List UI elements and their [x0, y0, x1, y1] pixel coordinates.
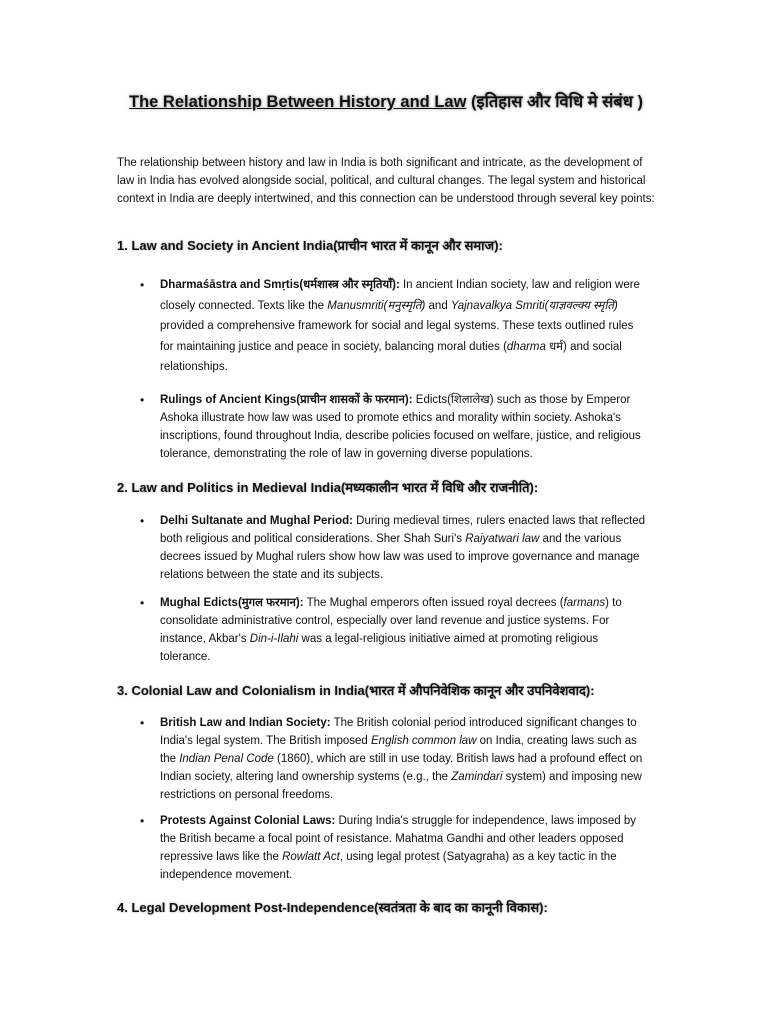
bullet-text: and [425, 299, 451, 312]
bullet-dot: • [140, 393, 145, 407]
bullet-italic: dharma [506, 340, 546, 353]
bullet-text: (1860), which are still in use today. British laws had a profound effect on Indian society, altering land ownership systems (e.g., the [160, 753, 643, 783]
bullet-text: The British colonial period introduced significant changes to India's legal system. The British imposed [160, 717, 637, 747]
bullet-dot: • [140, 278, 145, 292]
bullet-dot: • [140, 814, 145, 828]
bullet-text: ) to consolidate administrative control, especially over land revenue and justice systems. For instance, Akbar's [160, 597, 622, 645]
page-title [112, 90, 660, 114]
section-heading-4: 4. Legal Development Post-Independence(स्वतंत्रता के बाद का कानूनी विकास): [117, 900, 548, 915]
bullet-text: system) and imposing new restrictions on personal freedoms. [160, 771, 642, 801]
bullet-text: धर्म) and social relationships. [160, 340, 622, 373]
bullet-text: , using legal protest (Satyagraha) as a key tactic in the independence movement. [160, 851, 617, 881]
bullet-protests [140, 812, 650, 884]
bullet-term: Mughal Edicts(मुगल फरमान): [160, 597, 304, 609]
bullet-text: on India, creating laws such as the [160, 735, 637, 765]
bullet-text: The Mughal emperors often issued royal decrees ( [303, 597, 564, 609]
section-heading-3: 3. Colonial Law and Colonialism in India(भारत में औपनिवेशिक कानून और उपनिवेशवाद): [117, 683, 595, 698]
bullet-italic: English common law [371, 735, 477, 747]
bullet-british-law [140, 714, 650, 804]
intro-paragraph: The relationship between history and law in India is both significant and intricate, as the development of law in India has evolved alongside social, political, and cultural changes. The legal system and historical context in India are deeply intertwined, and this connection can be understood through several key points: [117, 157, 655, 205]
section-heading-1: 1. Law and Society in Ancient India(प्राचीन भारत में कानून और समाज): [117, 238, 503, 253]
title-main: The Relationship Between History and Law [129, 93, 467, 111]
bullet-italic: farmans [563, 597, 606, 609]
bullet-italic: Manusmriti(मनुस्मृति) [327, 299, 426, 312]
bullet-text: was a legal-religious initiative aimed at promoting religious tolerance. [160, 633, 599, 663]
bullet-italic: Yajnavalkya Smriti(याज्ञवल्क्य स्मृति) [450, 299, 618, 312]
bullet-text: In ancient Indian society, law and religion were closely connected. Texts like the [160, 279, 640, 312]
bullet-text: Edicts(शिलालेख) such as those by Emperor Ashoka illustrate how law was used to promote ethics and morality within society. Ashoka's inscriptions, found throughout India, describe policies focused on welfare, justice, and religious tolerance, demonstrating the role of law in governing diverse populations. [160, 394, 641, 460]
bullet-ancient-kings [140, 391, 650, 463]
bullet-text: During medieval times, rulers enacted laws that reflected both religious and political considerations. Sher Shah Suri's [160, 515, 646, 545]
bullet-text: During India's struggle for independence, laws imposed by the British became a focal point of resistance. Mahatma Gandhi and other leaders opposed repressive laws like the [160, 815, 637, 863]
title-hindi: (इतिहास और विधि मे संबंध ) [466, 93, 643, 111]
bullet-term: Dharmaśāstra and Smṛtis(धर्मशास्त्र और स्मृतियाँ): [160, 279, 400, 291]
bullet-italic: Din-i-Ilahi [249, 633, 299, 645]
bullet-italic: Rowlatt Act [282, 851, 340, 863]
bullet-text: and the various decrees issued by Mughal rulers show how law was used to improve governance and manage relations between the state and its subjects. [160, 533, 640, 581]
bullet-dot: • [140, 716, 145, 730]
bullet-term: Delhi Sultanate and Mughal Period: [160, 515, 353, 527]
bullet-dot: • [140, 596, 145, 610]
bullet-term: British Law and Indian Society: [160, 717, 331, 729]
bullet-italic: Raiyatwari law [465, 533, 540, 545]
bullet-delhi-sultanate [140, 512, 650, 584]
bullet-text: provided a comprehensive framework for social and legal systems. These texts outlined rules for maintaining justice and peace in society, balancing moral duties ( [160, 320, 634, 353]
bullet-italic: Zamindari [451, 771, 503, 783]
bullet-mughal-edicts [140, 594, 650, 666]
bullet-term: Rulings of Ancient Kings(प्राचीन शासकों के फरमान): [160, 394, 413, 406]
bullet-dot: • [140, 514, 145, 528]
bullet-dharmasastra [140, 275, 650, 378]
section-heading-2: 2. Law and Politics in Medieval India(मध्यकालीन भारत में विधि और राजनीति): [117, 480, 539, 495]
bullet-term: Protests Against Colonial Laws: [160, 815, 336, 827]
bullet-italic: Indian Penal Code [179, 753, 274, 765]
